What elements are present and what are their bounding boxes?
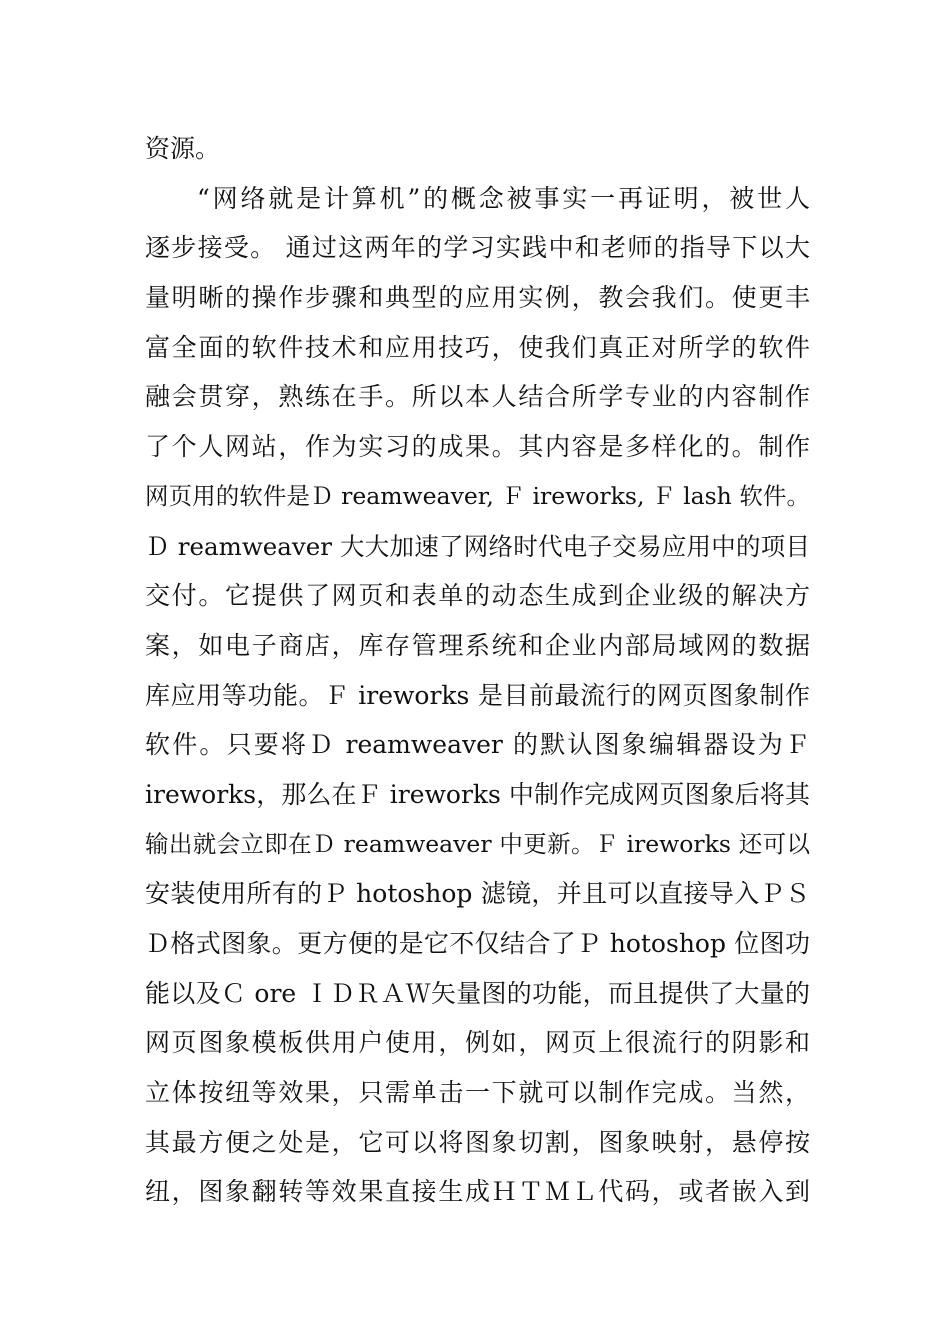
text-line: 融会贯穿，熟练在手。所以本人结合所学专业的内容制作	[145, 382, 810, 412]
text-line: 安装使用所有的Ｐ hotoshop 滤镜，并且可以直接导入ＰＳ	[145, 879, 810, 909]
text-line: 其最方便之处是，它可以将图象切割，图象映射，悬停按	[145, 1127, 810, 1157]
text-line: 纽，图象翻转等效果直接生成ＨＴＭＬ代码，或者嵌入到	[145, 1177, 810, 1207]
text-line: 富全面的软件技术和应用技巧，使我们真正对所学的软件	[145, 332, 810, 362]
text-line: “网络就是计算机”的概念被事实一再证明，被世人	[197, 183, 810, 213]
text-line: 软件。只要将Ｄ reamweaver 的默认图象编辑器设为Ｆ	[145, 730, 810, 760]
text-line: 网页图象模板供用户使用，例如，网页上很流行的阴影和	[145, 1028, 810, 1058]
text-line: 库应用等功能。Ｆ ireworks 是目前最流行的网页图象制作	[145, 680, 810, 710]
text-line: 逐步接受。 通过这两年的学习实践中和老师的指导下以大	[145, 233, 810, 263]
text-line: 网页用的软件是Ｄ reamweaver, Ｆ ireworks, Ｆ lash 软件。	[145, 481, 810, 510]
text-line: 资源。	[145, 134, 221, 163]
text-line: 量明晰的操作步骤和典型的应用实例，教会我们。使更丰	[145, 283, 810, 313]
text-line: 能以及Ｃ ore ＩＤＲＡＷ矢量图的功能，而且提供了大量的	[145, 978, 810, 1008]
text-line: 交付。它提供了网页和表单的动态生成到企业级的解决方	[145, 581, 810, 611]
text-line: 输出就会立即在Ｄ reamweaver 中更新。Ｆ ireworks 还可以	[145, 829, 810, 858]
text-line: Ｄ格式图象。更方便的是它不仅结合了Ｐ hotoshop 位图功	[145, 929, 810, 958]
text-line: 案，如电子商店，库存管理系统和企业内部局域网的数据	[145, 630, 810, 660]
text-line: 了个人网站，作为实习的成果。其内容是多样化的。制作	[145, 432, 810, 462]
text-line: 立体按纽等效果，只需单击一下就可以制作完成。当然，	[145, 1078, 810, 1108]
text-line: ireworks，那么在Ｆ ireworks 中制作完成网页图象后将其	[145, 779, 810, 809]
body-text	[145, 124, 810, 1217]
text-line: Ｄ reamweaver 大大加速了网络时代电子交易应用中的项目	[145, 531, 810, 561]
